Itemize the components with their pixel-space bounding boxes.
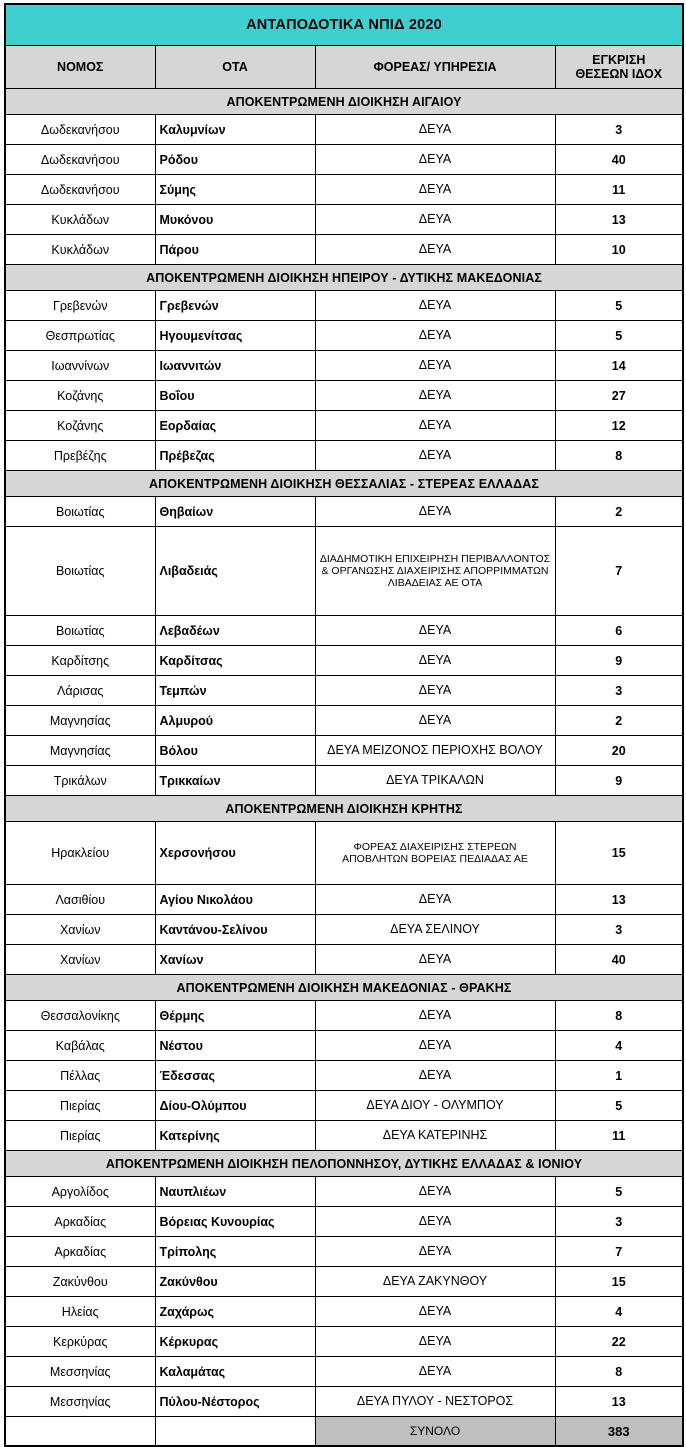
cell-foreas: ΔΕΥΑ xyxy=(315,115,555,145)
table-row[interactable] xyxy=(5,1061,683,1091)
cell-egkrisi: 9 xyxy=(555,646,683,676)
cell-nomos: Κυκλάδων xyxy=(5,205,155,235)
cell-ota: Αγίου Νικολάου xyxy=(155,885,315,915)
cell-egkrisi: 11 xyxy=(555,1121,683,1151)
section-header-row xyxy=(5,1151,683,1177)
cell-nomos: Μεσσηνίας xyxy=(5,1387,155,1417)
cell-foreas: ΔΕΥΑ xyxy=(315,706,555,736)
cell-foreas: ΔΕΥΑ ΤΡΙΚΑΛΩΝ xyxy=(315,766,555,796)
table-row[interactable] xyxy=(5,145,683,175)
table-row[interactable] xyxy=(5,1031,683,1061)
table-row[interactable] xyxy=(5,441,683,471)
cell-egkrisi: 9 xyxy=(555,766,683,796)
cell-foreas: ΔΕΥΑ xyxy=(315,497,555,527)
cell-ota: Βοΐου xyxy=(155,381,315,411)
cell-nomos: Λασιθίου xyxy=(5,885,155,915)
table-row[interactable] xyxy=(5,1237,683,1267)
cell-ota: Έδεσσας xyxy=(155,1061,315,1091)
section-header-title: ΑΠΟΚΕΝΤΡΩΜΕΝΗ ΔΙΟΙΚΗΣΗ ΜΑΚΕΔΟΝΙΑΣ - ΘΡΑΚΗΣ xyxy=(5,975,683,1001)
cell-nomos: Κοζάνης xyxy=(5,381,155,411)
table-row[interactable] xyxy=(5,381,683,411)
cell-foreas: ΔΕΥΑ xyxy=(315,381,555,411)
cell-nomos: Δωδεκανήσου xyxy=(5,145,155,175)
cell-foreas: ΔΕΥΑ xyxy=(315,235,555,265)
cell-foreas: ΔΕΥΑ xyxy=(315,145,555,175)
cell-foreas: ΔΕΥΑ ΖΑΚΥΝΘΟΥ xyxy=(315,1267,555,1297)
cell-nomos: Κοζάνης xyxy=(5,411,155,441)
cell-nomos: Καβάλας xyxy=(5,1031,155,1061)
section-header-row xyxy=(5,471,683,497)
cell-foreas: ΔΕΥΑ ΠΥΛΟΥ - ΝΕΣΤΟΡΟΣ xyxy=(315,1387,555,1417)
cell-nomos: Κυκλάδων xyxy=(5,235,155,265)
cell-ota: Θέρμης xyxy=(155,1001,315,1031)
cell-foreas: ΔΕΥΑ xyxy=(315,411,555,441)
cell-nomos: Αργολίδος xyxy=(5,1177,155,1207)
section-header-title: ΑΠΟΚΕΝΤΡΩΜΕΝΗ ΔΙΟΙΚΗΣΗ ΠΕΛΟΠΟΝΝΗΣΟΥ, ΔΥΤΙΚΗΣ ΕΛΛΑΔΑΣ & ΙΟΝΙΟΥ xyxy=(5,1151,683,1177)
cell-foreas: ΔΕΥΑ xyxy=(315,351,555,381)
table-row[interactable] xyxy=(5,1357,683,1387)
cell-ota: Καλαμάτας xyxy=(155,1357,315,1387)
cell-foreas: ΔΕΥΑ xyxy=(315,676,555,706)
total-row xyxy=(5,1417,683,1447)
table-title: ΑΝΤΑΠΟΔΟΤΙΚΑ ΝΠΙΔ 2020 xyxy=(5,4,683,46)
cell-egkrisi: 22 xyxy=(555,1327,683,1357)
cell-nomos: Αρκαδίας xyxy=(5,1207,155,1237)
cell-nomos: Καρδίτσης xyxy=(5,646,155,676)
cell-egkrisi: 7 xyxy=(555,527,683,616)
section-header-row xyxy=(5,975,683,1001)
section-header-title: ΑΠΟΚΕΝΤΡΩΜΕΝΗ ΔΙΟΙΚΗΣΗ ΑΙΓΑΙΟΥ xyxy=(5,89,683,115)
cell-egkrisi: 8 xyxy=(555,1357,683,1387)
cell-ota: Θηβαίων xyxy=(155,497,315,527)
cell-ota: Καλυμνίων xyxy=(155,115,315,145)
column-header-egkrisi[interactable]: ΕΓΚΡΙΣΗ ΘΕΣΕΩΝ ΙΔΟΧ xyxy=(555,46,683,89)
cell-nomos: Βοιωτίας xyxy=(5,527,155,616)
table-row[interactable] xyxy=(5,321,683,351)
cell-nomos: Βοιωτίας xyxy=(5,497,155,527)
cell-egkrisi: 11 xyxy=(555,175,683,205)
cell-foreas: ΔΙΑΔΗΜΟΤΙΚΗ ΕΠΙΧΕΙΡΗΣΗ ΠΕΡΙΒΑΛΛΟΝΤΟΣ & ΟΡΓΑΝΩΣΗΣ ΔΙΑΧΕΙΡΙΣΗΣ ΑΠΟΡΡΙΜΜΑΤΩΝ ΛΙΒΑΔΕΙΑΣ ΑΕ ΟΤΑ xyxy=(315,527,555,616)
table-row[interactable] xyxy=(5,497,683,527)
cell-ota: Ζακύνθου xyxy=(155,1267,315,1297)
table-body xyxy=(5,4,683,1446)
cell-ota: Κατερίνης xyxy=(155,1121,315,1151)
cell-nomos: Μεσσηνίας xyxy=(5,1357,155,1387)
cell-ota: Ηγουμενίτσας xyxy=(155,321,315,351)
cell-egkrisi: 7 xyxy=(555,1237,683,1267)
cell-egkrisi: 2 xyxy=(555,706,683,736)
cell-egkrisi: 2 xyxy=(555,497,683,527)
cell-egkrisi: 20 xyxy=(555,736,683,766)
cell-egkrisi: 3 xyxy=(555,115,683,145)
cell-egkrisi: 15 xyxy=(555,822,683,885)
column-header-ota[interactable]: ΟΤΑ xyxy=(155,46,315,89)
cell-ota: Χερσονήσου xyxy=(155,822,315,885)
cell-ota: Νέστου xyxy=(155,1031,315,1061)
cell-foreas: ΔΕΥΑ xyxy=(315,1207,555,1237)
cell-foreas: ΔΕΥΑ xyxy=(315,1061,555,1091)
cell-foreas: ΦΟΡΕΑΣ ΔΙΑΧΕΙΡΙΣΗΣ ΣΤΕΡΕΩΝ ΑΠΟΒΛΗΤΩΝ ΒΟΡΕΙΑΣ ΠΕΔΙΑΔΑΣ ΑΕ xyxy=(315,822,555,885)
section-header-title: ΑΠΟΚΕΝΤΡΩΜΕΝΗ ΔΙΟΙΚΗΣΗ ΘΕΣΣΑΛΙΑΣ - ΣΤΕΡΕΑΣ ΕΛΛΑΔΑΣ xyxy=(5,471,683,497)
cell-nomos: Ηρακλείου xyxy=(5,822,155,885)
cell-nomos: Χανίων xyxy=(5,915,155,945)
table-row[interactable] xyxy=(5,175,683,205)
table-title-row xyxy=(5,4,683,46)
cell-nomos: Θεσσαλονίκης xyxy=(5,1001,155,1031)
total-value: 383 xyxy=(555,1417,683,1447)
cell-egkrisi: 4 xyxy=(555,1031,683,1061)
cell-egkrisi: 6 xyxy=(555,616,683,646)
table-row[interactable] xyxy=(5,1177,683,1207)
cell-ota: Τεμπών xyxy=(155,676,315,706)
total-label: ΣΥΝΟΛΟ xyxy=(315,1417,555,1447)
cell-foreas: ΔΕΥΑ xyxy=(315,1297,555,1327)
cell-foreas: ΔΕΥΑ xyxy=(315,1327,555,1357)
cell-ota: Τρίπολης xyxy=(155,1237,315,1267)
cell-nomos: Ζακύνθου xyxy=(5,1267,155,1297)
cell-egkrisi: 15 xyxy=(555,1267,683,1297)
cell-ota: Κέρκυρας xyxy=(155,1327,315,1357)
table-row[interactable] xyxy=(5,676,683,706)
cell-ota: Εορδαίας xyxy=(155,411,315,441)
table-row[interactable] xyxy=(5,235,683,265)
table-row[interactable] xyxy=(5,616,683,646)
cell-egkrisi: 13 xyxy=(555,885,683,915)
cell-foreas: ΔΕΥΑ xyxy=(315,291,555,321)
cell-nomos: Κερκύρας xyxy=(5,1327,155,1357)
table-row[interactable] xyxy=(5,411,683,441)
cell-foreas: ΔΕΥΑ xyxy=(315,321,555,351)
table-row[interactable] xyxy=(5,1297,683,1327)
table-row[interactable] xyxy=(5,885,683,915)
table-row[interactable] xyxy=(5,527,683,616)
cell-foreas: ΔΕΥΑ xyxy=(315,646,555,676)
cell-ota: Καντάνου-Σελίνου xyxy=(155,915,315,945)
cell-ota: Χανίων xyxy=(155,945,315,975)
cell-egkrisi: 5 xyxy=(555,291,683,321)
cell-egkrisi: 10 xyxy=(555,235,683,265)
cell-ota: Λιβαδειάς xyxy=(155,527,315,616)
cell-egkrisi: 5 xyxy=(555,1177,683,1207)
cell-foreas: ΔΕΥΑ xyxy=(315,945,555,975)
cell-nomos: Πιερίας xyxy=(5,1121,155,1151)
cell-egkrisi: 3 xyxy=(555,915,683,945)
cell-ota: Ιωαννιτών xyxy=(155,351,315,381)
antapodotika-table xyxy=(4,3,684,1447)
table-row[interactable] xyxy=(5,1121,683,1151)
table-row[interactable] xyxy=(5,115,683,145)
total-blank-nomos xyxy=(5,1417,155,1447)
table-row[interactable] xyxy=(5,766,683,796)
cell-foreas: ΔΕΥΑ xyxy=(315,1357,555,1387)
table-row[interactable] xyxy=(5,1267,683,1297)
table-row[interactable] xyxy=(5,351,683,381)
section-header-row xyxy=(5,265,683,291)
cell-ota: Πρέβεζας xyxy=(155,441,315,471)
table-row[interactable] xyxy=(5,1327,683,1357)
cell-egkrisi: 14 xyxy=(555,351,683,381)
cell-ota: Βόρειας Κυνουρίας xyxy=(155,1207,315,1237)
cell-nomos: Πέλλας xyxy=(5,1061,155,1091)
cell-ota: Ναυπλιέων xyxy=(155,1177,315,1207)
cell-foreas: ΔΕΥΑ xyxy=(315,441,555,471)
table-row[interactable] xyxy=(5,822,683,885)
table-row[interactable] xyxy=(5,736,683,766)
cell-egkrisi: 40 xyxy=(555,945,683,975)
cell-foreas: ΔΕΥΑ xyxy=(315,1031,555,1061)
cell-egkrisi: 5 xyxy=(555,1091,683,1121)
section-header-title: ΑΠΟΚΕΝΤΡΩΜΕΝΗ ΔΙΟΙΚΗΣΗ ΚΡΗΤΗΣ xyxy=(5,796,683,822)
cell-egkrisi: 3 xyxy=(555,676,683,706)
cell-nomos: Δωδεκανήσου xyxy=(5,115,155,145)
cell-foreas: ΔΕΥΑ ΜΕΙΖΟΝΟΣ ΠΕΡΙΟΧΗΣ ΒΟΛΟΥ xyxy=(315,736,555,766)
cell-ota: Σύμης xyxy=(155,175,315,205)
cell-egkrisi: 5 xyxy=(555,321,683,351)
table-row[interactable] xyxy=(5,915,683,945)
cell-egkrisi: 27 xyxy=(555,381,683,411)
cell-nomos: Μαγνησίας xyxy=(5,736,155,766)
cell-egkrisi: 13 xyxy=(555,205,683,235)
table-row[interactable] xyxy=(5,1207,683,1237)
cell-nomos: Λάρισας xyxy=(5,676,155,706)
cell-nomos: Βοιωτίας xyxy=(5,616,155,646)
total-blank-ota xyxy=(155,1417,315,1447)
cell-egkrisi: 3 xyxy=(555,1207,683,1237)
cell-ota: Μυκόνου xyxy=(155,205,315,235)
cell-foreas: ΔΕΥΑ ΣΕΛΙΝΟΥ xyxy=(315,915,555,945)
cell-nomos: Ιωαννίνων xyxy=(5,351,155,381)
cell-nomos: Πιερίας xyxy=(5,1091,155,1121)
cell-nomos: Πρεβέζης xyxy=(5,441,155,471)
table-row[interactable] xyxy=(5,291,683,321)
column-header-row xyxy=(5,46,683,89)
cell-ota: Τρικκαίων xyxy=(155,766,315,796)
cell-ota: Πάρου xyxy=(155,235,315,265)
cell-egkrisi: 8 xyxy=(555,441,683,471)
section-header-title: ΑΠΟΚΕΝΤΡΩΜΕΝΗ ΔΙΟΙΚΗΣΗ ΗΠΕΙΡΟΥ - ΔΥΤΙΚΗΣ ΜΑΚΕΔΟΝΙΑΣ xyxy=(5,265,683,291)
cell-nomos: Χανίων xyxy=(5,945,155,975)
cell-foreas: ΔΕΥΑ xyxy=(315,1237,555,1267)
cell-egkrisi: 13 xyxy=(555,1387,683,1417)
table-row[interactable] xyxy=(5,1001,683,1031)
cell-ota: Καρδίτσας xyxy=(155,646,315,676)
cell-nomos: Μαγνησίας xyxy=(5,706,155,736)
cell-foreas: ΔΕΥΑ xyxy=(315,1001,555,1031)
cell-ota: Λεβαδέων xyxy=(155,616,315,646)
cell-egkrisi: 4 xyxy=(555,1297,683,1327)
cell-foreas: ΔΕΥΑ xyxy=(315,885,555,915)
section-header-row xyxy=(5,796,683,822)
table-row[interactable] xyxy=(5,1387,683,1417)
column-header-nomos[interactable]: ΝΟΜΟΣ xyxy=(5,46,155,89)
cell-nomos: Τρικάλων xyxy=(5,766,155,796)
cell-egkrisi: 40 xyxy=(555,145,683,175)
cell-nomos: Γρεβενών xyxy=(5,291,155,321)
cell-foreas: ΔΕΥΑ xyxy=(315,175,555,205)
cell-ota: Βόλου xyxy=(155,736,315,766)
cell-nomos: Ηλείας xyxy=(5,1297,155,1327)
cell-foreas: ΔΕΥΑ ΚΑΤΕΡΙΝΗΣ xyxy=(315,1121,555,1151)
cell-ota: Ρόδου xyxy=(155,145,315,175)
cell-nomos: Αρκαδίας xyxy=(5,1237,155,1267)
cell-ota: Πύλου-Νέστορος xyxy=(155,1387,315,1417)
table-row[interactable] xyxy=(5,1091,683,1121)
section-header-row xyxy=(5,89,683,115)
cell-foreas: ΔΕΥΑ ΔΙΟΥ - ΟΛΥΜΠΟΥ xyxy=(315,1091,555,1121)
table-row[interactable] xyxy=(5,205,683,235)
column-header-foreas[interactable]: ΦΟΡΕΑΣ/ ΥΠΗΡΕΣΙΑ xyxy=(315,46,555,89)
cell-nomos: Δωδεκανήσου xyxy=(5,175,155,205)
cell-egkrisi: 8 xyxy=(555,1001,683,1031)
table-row[interactable] xyxy=(5,706,683,736)
cell-ota: Ζαχάρως xyxy=(155,1297,315,1327)
cell-foreas: ΔΕΥΑ xyxy=(315,205,555,235)
cell-egkrisi: 12 xyxy=(555,411,683,441)
table-row[interactable] xyxy=(5,646,683,676)
table-row[interactable] xyxy=(5,945,683,975)
cell-ota: Γρεβενών xyxy=(155,291,315,321)
cell-nomos: Θεσπρωτίας xyxy=(5,321,155,351)
cell-foreas: ΔΕΥΑ xyxy=(315,1177,555,1207)
cell-foreas: ΔΕΥΑ xyxy=(315,616,555,646)
cell-ota: Δίου-Ολύμπου xyxy=(155,1091,315,1121)
cell-ota: Αλμυρού xyxy=(155,706,315,736)
cell-egkrisi: 1 xyxy=(555,1061,683,1091)
